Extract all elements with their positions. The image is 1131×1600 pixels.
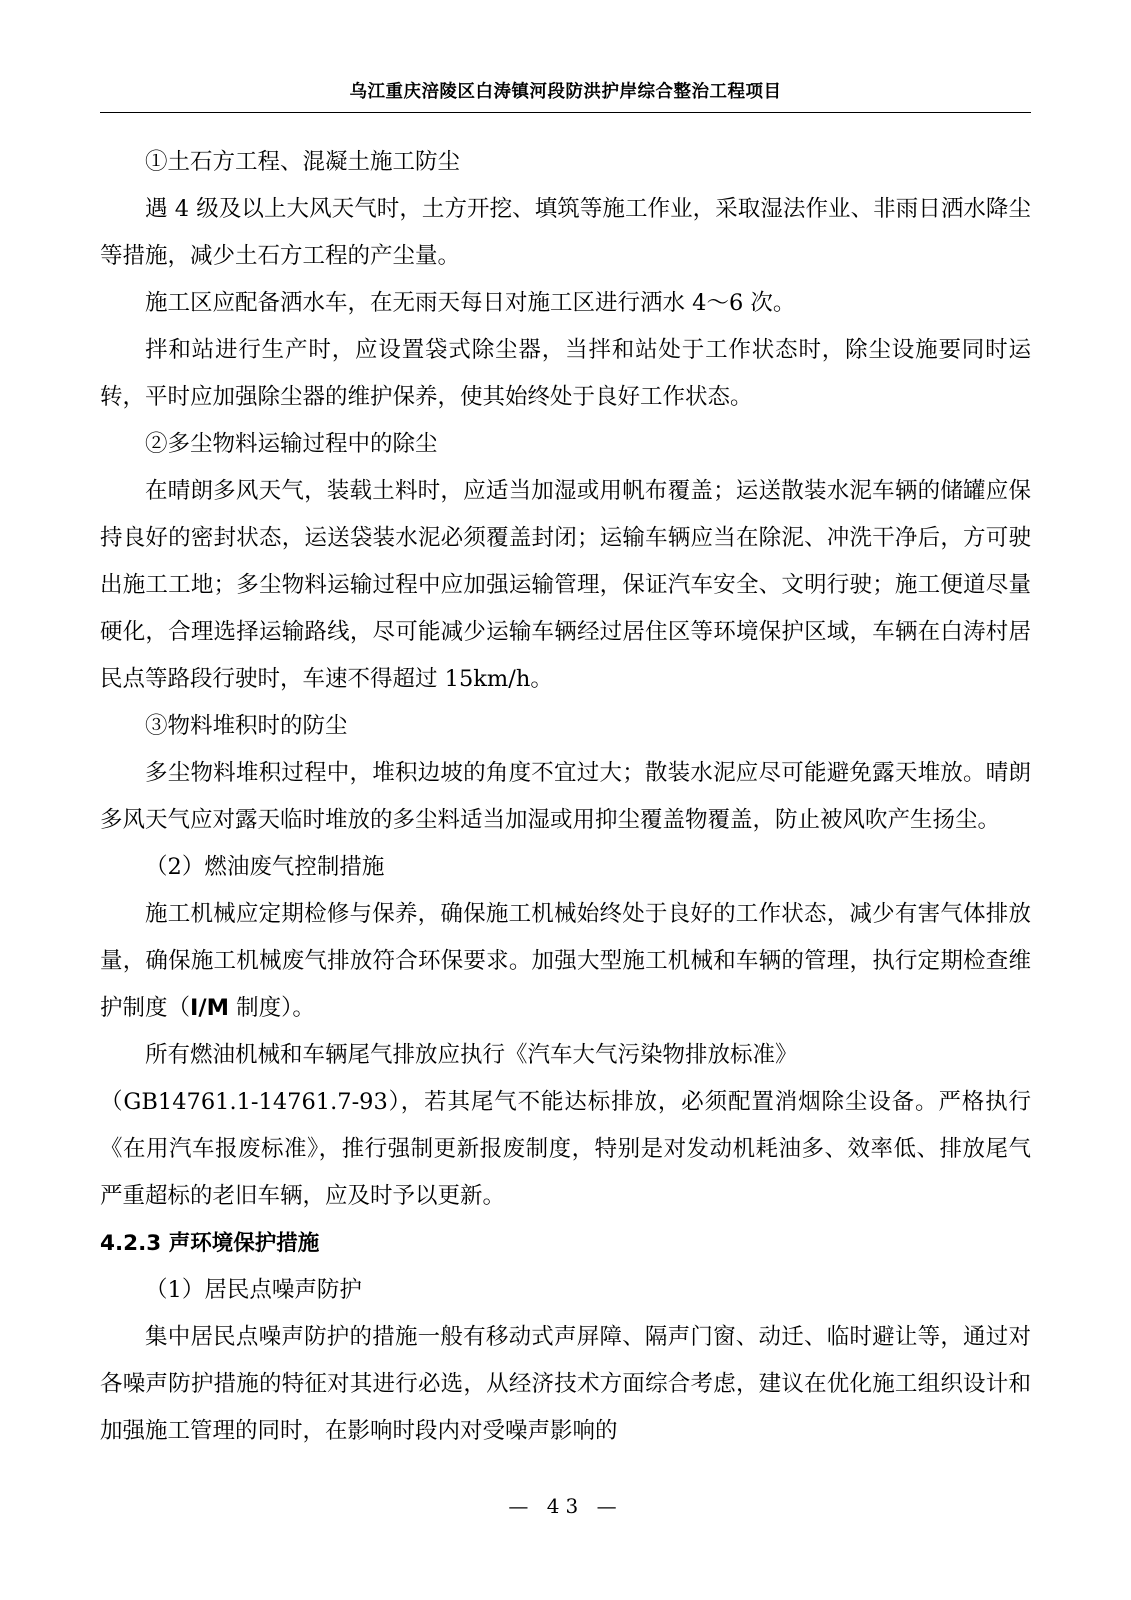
- paragraph-text: 施工机械应定期检修与保养，确保施工机械始终处于良好的工作状态，减少有害气体排放量，确保施工机械废气排放符合环保要求。加强大型施工机械和车辆的管理，执行定期检查维护制度（: [100, 901, 1031, 1021]
- im-label: I/M: [190, 995, 229, 1021]
- paragraph: 集中居民点噪声防护的措施一般有移动式声屏障、隔声门窗、动迁、临时避让等，通过对各噪声防护措施的特征对其进行必选，从经济技术方面综合考虑，建议在优化施工组织设计和加强施工管理的同时，在影响时段内对受噪声影响的: [100, 1324, 1031, 1444]
- paragraph: 遇 4 级及以上大风天气时，土方开挖、填筑等施工作业，采取湿法作业、非雨日洒水降尘等措施，减少土石方工程的产尘量。: [100, 196, 1031, 269]
- paragraph: （1）居民点噪声防护: [145, 1277, 362, 1303]
- paragraph: 拌和站进行生产时，应设置袋式除尘器，当拌和站处于工作状态时，除尘设施要同时运转，平时应加强除尘器的维护保养，使其始终处于良好工作状态。: [100, 337, 1031, 410]
- paragraph: 所有燃油机械和车辆尾气排放应执行《汽车大气污染物排放标准》: [145, 1042, 798, 1068]
- paragraph: ①土石方工程、混凝土施工防尘: [145, 149, 461, 175]
- document-body: [100, 139, 1031, 1455]
- paragraph-text-tail: 制度）。: [229, 995, 315, 1021]
- paragraph: ③物料堆积时的防尘: [145, 713, 348, 739]
- header-divider: [100, 112, 1031, 113]
- page-header-title: 乌江重庆涪陵区白涛镇河段防洪护岸综合整治工程项目: [349, 82, 782, 102]
- paragraph: 在晴朗多风天气，装载土料时，应适当加湿或用帆布覆盖；运送散装水泥车辆的储罐应保持良好的密封状态，运送袋装水泥必须覆盖封闭；运输车辆应当在除泥、冲洗干净后，方可驶出施工工地；多尘物料运输过程中应加强运输管理，保证汽车安全、文明行驶；施工便道尽量硬化，合理选择运输路线，尽可能减少运输车辆经过居住区等环境保护区域，车辆在白涛村居民点等路段行驶时，车速不得超过 15km/h。: [100, 478, 1031, 692]
- paragraph: 多尘物料堆积过程中，堆积边坡的角度不宜过大；散装水泥应尽可能避免露天堆放。晴朗多风天气应对露天临时堆放的多尘料适当加湿或用抑尘覆盖物覆盖，防止被风吹产生扬尘。: [100, 760, 1031, 833]
- paragraph-im-system: [100, 891, 1031, 1032]
- paragraph: 施工区应配备洒水车，在无雨天每日对施工区进行洒水 4～6 次。: [145, 290, 796, 316]
- section-heading: 4.2.3 声环境保护措施: [100, 1231, 320, 1256]
- paragraph: （GB14761.1-14761.7-93），若其尾气不能达标排放，必须配置消烟除尘设备。严格执行《在用汽车报废标准》，推行强制更新报废制度，特别是对发动机耗油多、效率低、排放尾气严重超标的老旧车辆，应及时予以更新。: [100, 1089, 1031, 1209]
- paragraph: ②多尘物料运输过程中的除尘: [145, 431, 438, 457]
- paragraph: （2）燃油废气控制措施: [145, 854, 385, 880]
- page-number: — 43 —: [508, 1494, 623, 1518]
